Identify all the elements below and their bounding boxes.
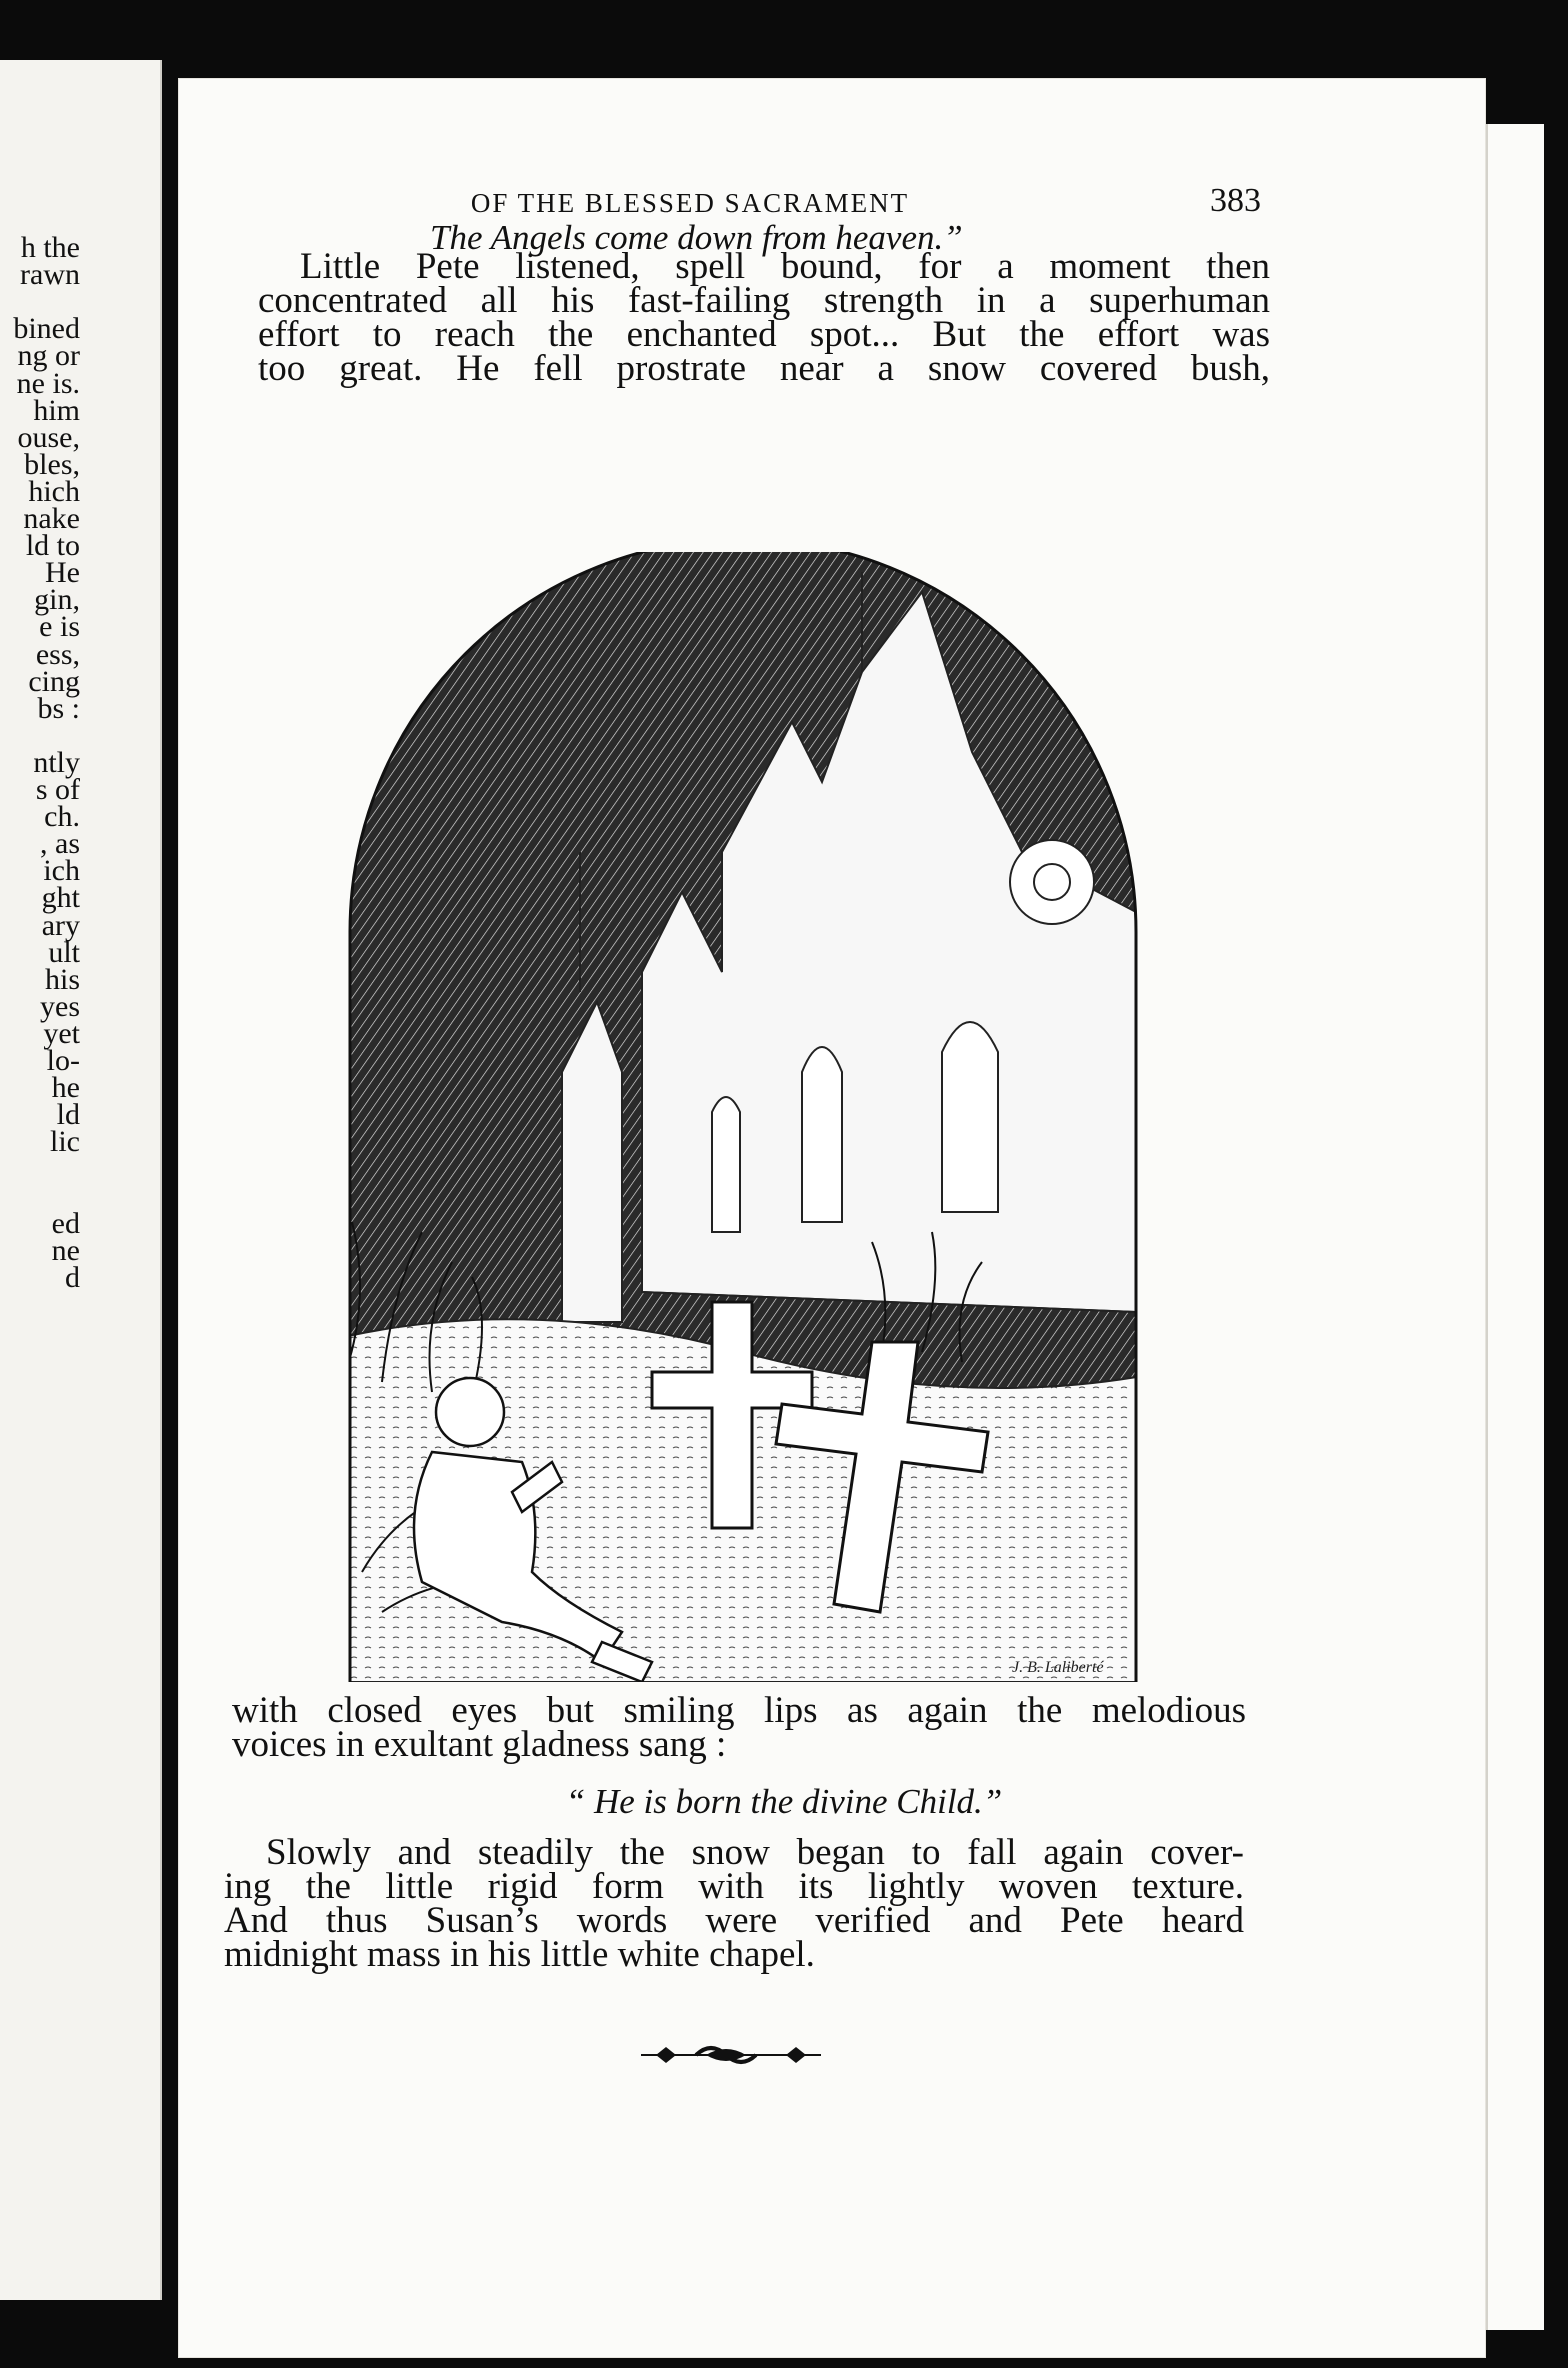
facing-page-line: rawn [20,258,80,292]
verse-top: The Angels come down from heaven.” [430,218,963,257]
text-line: midnight mass in his little white chapel. [224,1934,815,1975]
facing-page-line: cing [28,664,80,698]
facing-page-line: ich [43,854,80,888]
facing-page-line: hich [28,474,80,508]
text-line: Slowly and steadily the snow began to fall again cover- [266,1832,1244,1873]
facing-page-line: nake [23,502,80,535]
text-line: effort to reach the enchanted spot... But the effort was [258,314,1270,355]
artist-signature: J. B. Laliberté [1012,1659,1104,1676]
verse-bottom: “ He is born the divine Child.” [565,1782,1003,1821]
facing-page-line: yet [43,1016,80,1050]
facing-page-line: bined [13,312,80,346]
facing-page-line: ght [41,881,80,915]
paragraph-2 [232,1690,1246,1765]
text-line: with closed eyes but smiling lips as again the melodious [232,1690,1246,1731]
facing-page-line: lic [50,1125,80,1159]
facing-page-line: He [45,556,80,590]
text-line: ing the little rigid form with its lightly woven texture. [224,1866,1244,1907]
facing-page-line: ult [48,935,80,969]
facing-page-line: he [51,1071,80,1105]
facing-page-line: ess, [35,637,80,671]
text-line: Little Pete listened, spell bound, for a moment then [300,246,1270,287]
paragraph-1 [258,246,1270,389]
facing-page-line: ng or [17,339,80,373]
page-edge [1486,124,1544,2330]
text-line: And thus Susan’s words were verified and Pete heard [224,1900,1244,1941]
facing-page-line: ed [51,1206,80,1240]
text-line: concentrated all his fast-failing strength in a superhuman [258,280,1270,321]
facing-page-line: ld [56,1098,80,1132]
page-number: 383 [1210,182,1261,219]
facing-page-line: ntly [33,745,80,779]
facing-page-line: ne is. [16,366,80,400]
facing-page-line: yes [40,989,80,1023]
facing-page-line: ary [41,908,80,942]
facing-page-line: bles, [24,447,80,481]
text-line: too great. He fell prostrate near a snow covered bush, [258,348,1270,389]
facing-page-line: ouse, [17,420,80,454]
facing-page-line: ch. [44,800,80,834]
facing-page-line: s of [35,773,80,806]
facing-page-line: h the [20,231,80,264]
facing-page-line: lo- [46,1044,80,1077]
facing-page-line: , as [40,827,80,861]
facing-page-line: him [33,393,80,427]
text-line: voices in exultant gladness sang : [232,1724,727,1765]
facing-page-line: ld to [25,529,80,563]
facing-page-line: ne [51,1233,80,1267]
tailpiece-ornament [636,2040,826,2070]
facing-page-line: e is [39,610,80,644]
facing-page-fragment [0,60,162,2300]
illustration-church-graveyard [322,552,1164,1682]
facing-page-line: gin, [34,583,80,617]
running-head: OF THE BLESSED SACRAMENT [470,188,910,218]
paragraph-3 [224,1832,1244,1975]
facing-page-line: his [44,962,80,996]
facing-page-line: d [65,1260,80,1294]
facing-page-line: bs : [37,691,80,725]
